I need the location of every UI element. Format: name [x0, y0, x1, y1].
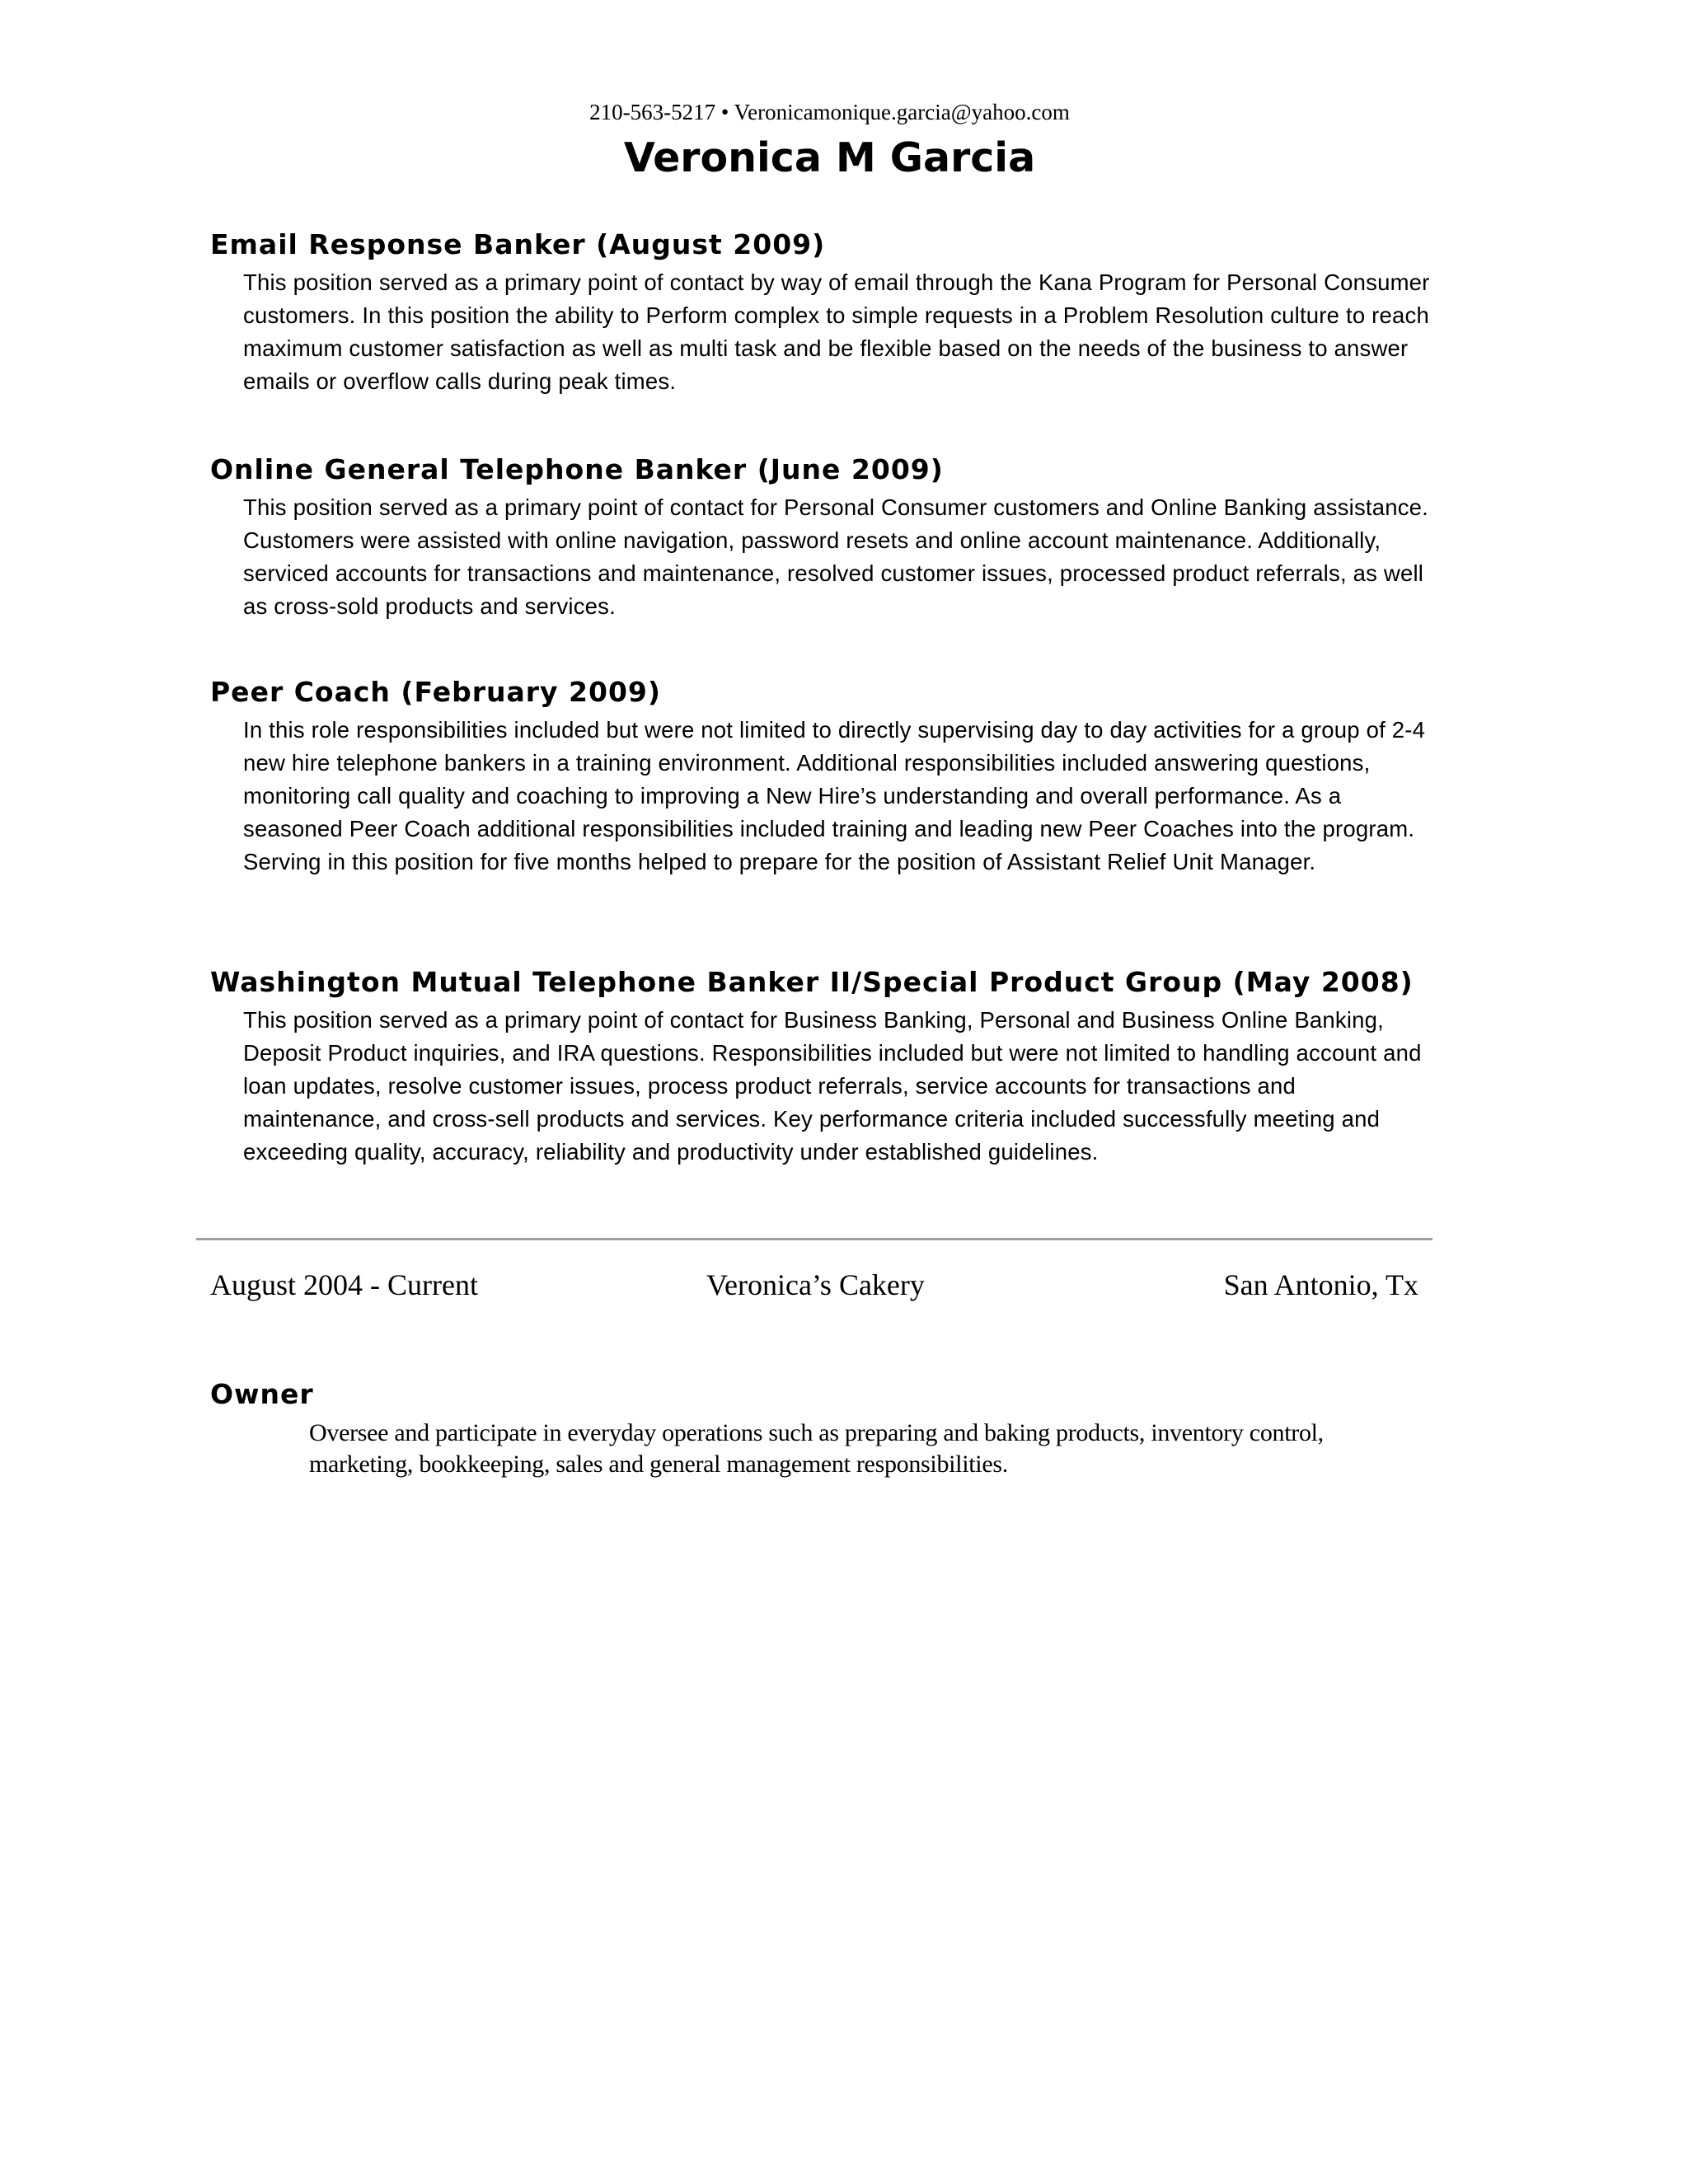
contact-line: 210-563-5217 • Veronicamonique.garcia@yahoo.com: [589, 100, 1070, 124]
job-description: This position served as a primary point of contact for Personal Consumer customers and Online Banking assistance. Customers were assisted with online navigation, password resets and online account maintenance. Additionally, serviced accounts for transactions and maintenance, resolved customer issues, processed product referrals, as well as cross-sold products and services.: [243, 494, 1429, 619]
job-description: In this role responsibilities included but were not limited to directly supervising day to day activities for a group of 2-4 new hire telephone bankers in a training environment. Additional responsibilities included answering questions, monitoring call quality and coaching to improving a New Hire’s understanding and overall performance. As a seasoned Peer Coach additional responsibilities included training and leading new Peer Coaches into the program. Serving in this position for five months helped to prepare for the position of Assistant Relief Unit Manager.: [243, 717, 1426, 874]
employment-location: San Antonio, Tx: [1223, 1268, 1418, 1301]
position-peer-coach: [210, 674, 1463, 879]
position-email-response-banker: [210, 227, 1463, 398]
job-title: Email Response Banker (August 2009): [210, 228, 826, 260]
employment-company: Veronica’s Cakery: [706, 1268, 925, 1301]
owner-description: Oversee and participate in everyday operations such as preparing and baking products, inventory control, marketing, bookkeeping, sales and general management responsibilities.: [309, 1419, 1324, 1478]
section-divider: [196, 1238, 1432, 1240]
owner-title: Owner: [210, 1378, 314, 1410]
employment-row: [210, 1264, 1418, 1305]
job-title: Peer Coach (February 2009): [210, 676, 661, 708]
job-description: This position served as a primary point of contact for Business Banking, Personal and Business Online Banking, Deposit Product inquiries, and IRA questions. Responsibilities included but were not limited to handling account and loan updates, resolve customer issues, process product referrals, service accounts for transactions and maintenance, and cross-sell products and services. Key performance criteria included successfully meeting and exceeding quality, accuracy, reliability and productivity under established guidelines.: [243, 1007, 1422, 1165]
job-title: Washington Mutual Telephone Banker II/Special Product Group (May 2008): [210, 966, 1414, 998]
employment-dates: August 2004 - Current: [210, 1268, 478, 1301]
candidate-name: Veronica M Garcia: [623, 134, 1036, 181]
position-online-general-telephone-banker: [210, 452, 1463, 623]
position-washington-mutual-telephone-banker: [210, 964, 1463, 1169]
job-description: This position served as a primary point of contact by way of email through the Kana Program for Personal Consumer customers. In this position the ability to Perform complex to simple requests in a Problem Resolution culture to reach maximum customer satisfaction as well as multi task and be flexible based on the needs of the business to answer emails or overflow calls during peak times.: [243, 269, 1430, 394]
job-title: Online General Telephone Banker (June 2009): [210, 453, 944, 485]
